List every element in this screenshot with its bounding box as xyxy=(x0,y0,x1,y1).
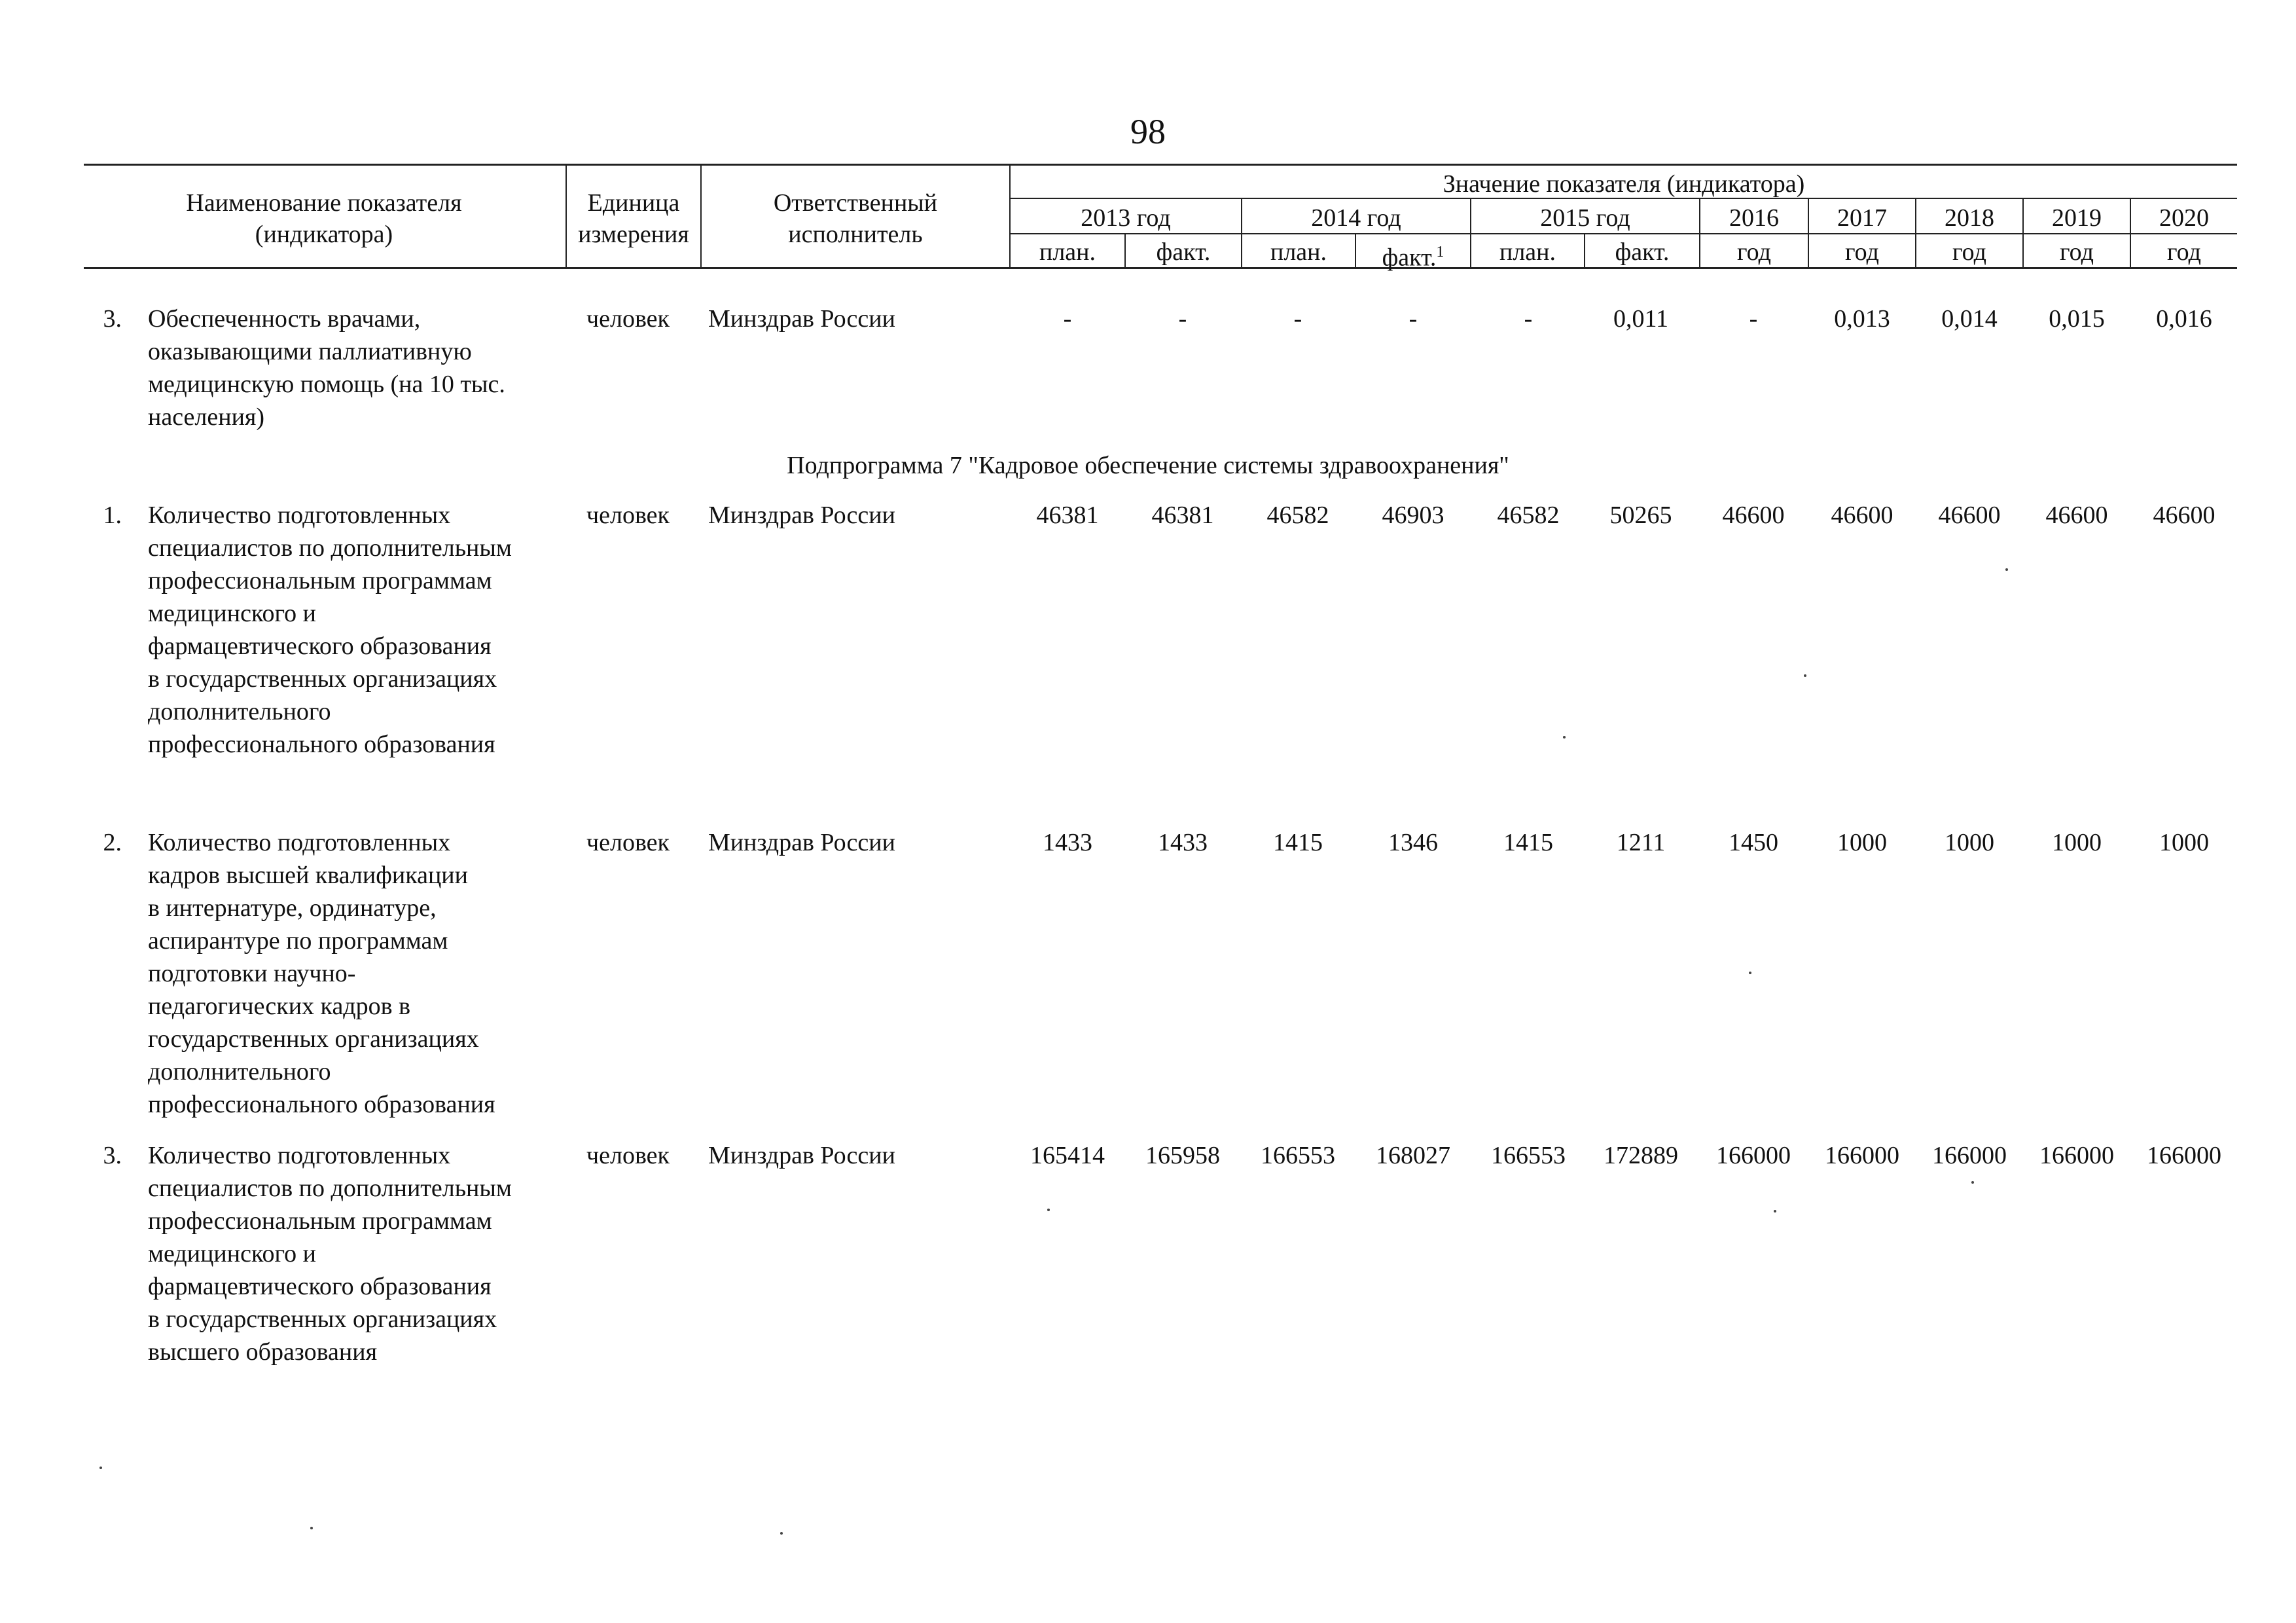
value-2013-fact: 46381 xyxy=(1151,501,1214,529)
scan-speck xyxy=(1749,972,1751,974)
responsible: Минздрав России xyxy=(708,501,895,529)
name-line: дополнительного xyxy=(148,1058,331,1085)
name-line: профессионального образования xyxy=(148,1091,495,1118)
value-2017: 166000 xyxy=(1825,1142,1899,1169)
value-2017: 1000 xyxy=(1837,829,1887,856)
value-2013-fact: 165958 xyxy=(1145,1142,1220,1169)
value-2015-plan: 166553 xyxy=(1491,1142,1566,1169)
name-line: Количество подготовленных xyxy=(148,501,451,529)
name-line: в интернатуре, ординатуре, xyxy=(148,894,437,922)
unit: человек xyxy=(586,501,670,529)
header-resp-line2: исполнитель xyxy=(788,221,923,248)
value-2015-plan: 1415 xyxy=(1503,829,1553,856)
header-top-rule xyxy=(84,164,2237,166)
value-2015-plan: 46582 xyxy=(1497,501,1560,529)
header-god-2020: год xyxy=(2167,238,2201,266)
header-year-2019: 2019 xyxy=(2052,204,2102,232)
value-2019: 1000 xyxy=(2052,829,2102,856)
indicator-name xyxy=(148,826,554,1121)
value-2019: 46600 xyxy=(2045,501,2108,529)
value-2014-plan: 166553 xyxy=(1261,1142,1335,1169)
scan-speck xyxy=(99,1467,102,1469)
subprogram-title: Подпрограмма 7 "Кадровое обеспечение системы здравоохранения" xyxy=(787,452,1509,479)
responsible: Минздрав России xyxy=(708,305,895,333)
value-2019: 166000 xyxy=(2039,1142,2114,1169)
header-plan-2014: план. xyxy=(1270,238,1327,266)
value-2018: 1000 xyxy=(1945,829,1994,856)
value-2013-fact: 1433 xyxy=(1158,829,1208,856)
header-name-line1: Наименование показателя xyxy=(186,189,462,217)
name-line: дополнительного xyxy=(148,698,331,725)
header-year-2015: 2015 год xyxy=(1540,204,1630,232)
header-unit-line2: измерения xyxy=(578,221,689,248)
value-2017: 46600 xyxy=(1831,501,1893,529)
value-2014-plan: 1415 xyxy=(1273,829,1323,856)
value-2014-fact: 46903 xyxy=(1382,501,1444,529)
value-2017: 0,013 xyxy=(1834,305,1890,333)
value-2016: 166000 xyxy=(1716,1142,1791,1169)
name-line: оказывающими паллиативную xyxy=(148,338,472,365)
row-index: 2. xyxy=(103,829,122,856)
scan-speck xyxy=(1804,674,1806,677)
responsible: Минздрав России xyxy=(708,829,895,856)
value-2015-fact: 50265 xyxy=(1609,501,1672,529)
name-line: специалистов по дополнительным xyxy=(148,534,512,562)
scan-speck xyxy=(1971,1181,1974,1184)
value-2013-plan: - xyxy=(1063,305,1072,333)
page-number: 98 xyxy=(1130,112,1166,151)
scan-speck xyxy=(1563,736,1566,739)
name-line: Обеспеченность врачами, xyxy=(148,305,421,333)
value-2020: 0,016 xyxy=(2156,305,2212,333)
responsible: Минздрав России xyxy=(708,1142,895,1169)
name-line: аспирантуре по программам xyxy=(148,927,448,955)
name-line: медицинского и xyxy=(148,1240,316,1267)
header-year-2013: 2013 год xyxy=(1081,204,1171,232)
name-line: профессиональным программам xyxy=(148,1207,492,1235)
name-line: в государственных организациях xyxy=(148,1305,497,1333)
value-2016: - xyxy=(1749,305,1758,333)
header-year-2017: 2017 xyxy=(1837,204,1887,232)
value-2013-plan: 1433 xyxy=(1043,829,1092,856)
name-line: педагогических кадров в xyxy=(148,993,411,1020)
header-year-2020: 2020 xyxy=(2159,204,2209,232)
name-line: медицинского и xyxy=(148,600,316,627)
header-resp-line1: Ответственный xyxy=(773,189,938,217)
value-2014-plan: - xyxy=(1293,305,1302,333)
footnote-marker: 1 xyxy=(1436,244,1444,261)
value-2018: 166000 xyxy=(1932,1142,2007,1169)
name-line: населения) xyxy=(148,403,265,431)
name-line: Количество подготовленных xyxy=(148,1142,451,1169)
name-line: профессионального образования xyxy=(148,731,495,758)
indicator-name xyxy=(148,302,554,433)
value-2013-plan: 46381 xyxy=(1036,501,1099,529)
scan-speck xyxy=(780,1532,783,1535)
value-2014-plan: 46582 xyxy=(1266,501,1329,529)
value-2015-fact: 172889 xyxy=(1604,1142,1678,1169)
value-2020: 46600 xyxy=(2153,501,2215,529)
header-values-title: Значение показателя (индикатора) xyxy=(1443,170,1805,198)
unit: человек xyxy=(586,1142,670,1169)
header-god-2016: год xyxy=(1737,238,1771,266)
name-line: кадров высшей квалификации xyxy=(148,862,468,889)
header-year-2014: 2014 год xyxy=(1311,204,1401,232)
header-fact-2014-label: факт. xyxy=(1382,244,1437,272)
value-2015-plan: - xyxy=(1524,305,1533,333)
name-line: государственных организациях xyxy=(148,1025,479,1053)
row-index: 1. xyxy=(103,501,122,529)
scan-speck xyxy=(310,1527,313,1529)
value-2016: 46600 xyxy=(1722,501,1785,529)
value-2013-plan: 165414 xyxy=(1030,1142,1105,1169)
unit: человек xyxy=(586,829,670,856)
header-unit-line1: Единица xyxy=(587,189,680,217)
name-line: Количество подготовленных xyxy=(148,829,451,856)
name-line: медицинскую помощь (на 10 тыс. xyxy=(148,371,505,398)
scan-speck xyxy=(2005,568,2008,571)
value-2019: 0,015 xyxy=(2049,305,2105,333)
header-fact-2014 xyxy=(1356,236,1470,274)
value-2015-fact: 1211 xyxy=(1616,829,1666,856)
header-year-2018: 2018 xyxy=(1945,204,1994,232)
unit: человек xyxy=(586,305,670,333)
header-name-line2: (индикатора) xyxy=(255,221,393,248)
value-2018: 0,014 xyxy=(1941,305,1998,333)
header-god-2019: год xyxy=(2060,238,2094,266)
name-line: фармацевтического образования xyxy=(148,632,492,660)
name-line: высшего образования xyxy=(148,1338,378,1366)
value-2014-fact: - xyxy=(1408,305,1418,333)
value-2014-fact: 168027 xyxy=(1376,1142,1450,1169)
header-god-2017: год xyxy=(1845,238,1879,266)
header-plan-2013: план. xyxy=(1039,238,1096,266)
value-2020: 166000 xyxy=(2147,1142,2221,1169)
indicator-name xyxy=(148,1139,554,1368)
indicator-name xyxy=(148,499,554,761)
scan-speck xyxy=(1774,1210,1776,1213)
value-2015-fact: 0,011 xyxy=(1613,305,1669,333)
header-fact-2015: факт. xyxy=(1615,238,1670,266)
value-2020: 1000 xyxy=(2159,829,2209,856)
name-line: специалистов по дополнительным xyxy=(148,1175,512,1202)
scan-speck xyxy=(1047,1209,1050,1211)
value-2014-fact: 1346 xyxy=(1388,829,1438,856)
header-year-2016: 2016 xyxy=(1729,204,1779,232)
row-index: 3. xyxy=(103,1142,122,1169)
row-index: 3. xyxy=(103,305,122,333)
value-2018: 46600 xyxy=(1938,501,2001,529)
name-line: подготовки научно- xyxy=(148,960,356,987)
header-plan-2015: план. xyxy=(1499,238,1556,266)
name-line: профессиональным программам xyxy=(148,567,492,594)
name-line: в государственных организациях xyxy=(148,665,497,693)
value-2016: 1450 xyxy=(1729,829,1778,856)
value-2013-fact: - xyxy=(1178,305,1187,333)
name-line: фармацевтического образования xyxy=(148,1273,492,1300)
header-fact-2013: факт. xyxy=(1156,238,1211,266)
header-god-2018: год xyxy=(1952,238,1986,266)
